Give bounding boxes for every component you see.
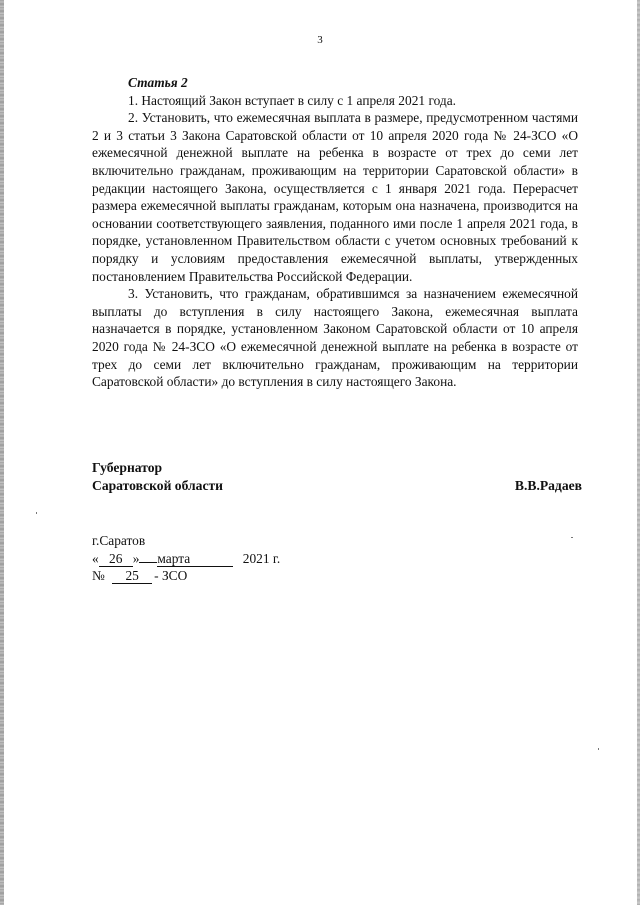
date-month: марта	[157, 552, 233, 567]
date-open-quote: «	[92, 550, 99, 566]
article-paragraph-1: 1. Настоящий Закон вступает в силу с 1 апреля 2021 года.	[128, 92, 457, 108]
signature-block	[92, 459, 582, 494]
scan-speck	[571, 537, 573, 538]
signatory-position-line2: Саратовской области	[92, 477, 224, 493]
article-body	[92, 74, 578, 391]
date-year: 2021 г.	[242, 550, 281, 566]
date-line	[92, 550, 280, 568]
signatory-position-line1: Губернатор	[92, 460, 163, 475]
page-number: 3	[317, 34, 323, 46]
article-paragraph-3: 3. Установить, что гражданам, обратившимся за назначением ежемесячной выплаты до вступления в силу настоящего Закона, ежемесячная выплата назначается в порядке, установленном Законом Саратовской области от 10 апреля 2020 года № 24-ЗСО «О ежемесячной денежной выплате на ребенка в возрасте от трех до семи лет включительно гражданам, проживающим на территории Саратовской области» до вступления в силу настоящего Закона.	[92, 286, 578, 390]
date-close-quote: »	[132, 550, 140, 566]
signature-row	[92, 477, 582, 495]
city: г.Саратов	[92, 533, 146, 548]
law-number-suffix: - ЗСО	[154, 568, 188, 584]
date-gap-underline	[139, 562, 157, 563]
signatory-name: В.В.Радаев	[514, 477, 582, 493]
article-title: Статья 2	[128, 75, 188, 90]
law-number-line	[92, 567, 280, 585]
scan-speck	[598, 748, 599, 750]
place-date-block	[92, 532, 280, 585]
scan-edge-left	[0, 0, 4, 905]
article-paragraph-2: 2. Установить, что ежемесячная выплата в размере, предусмотренном частями 2 и 3 статьи 3 Закона Саратовской области от 10 апреля 2020 года № 24-ЗСО «О ежемесячной денежной выплате на ребенка в возрасте от трех до семи лет включительно гражданам, проживающим на территории Саратовской области» в редакции настоящего Закона, осуществляется с 1 января 2021 года. Перерасчет размера ежемесячной выплаты гражданам, которым она назначена, производится на основании соответствующего заявления, поданного ими после 1 апреля 2021 года, в порядке, установленном Правительством области с учетом основных требований к порядку и условиям предоставления ежемесячной выплаты, утвержденных постановлением Правительства Российской Федерации.	[92, 110, 578, 284]
law-number-prefix: №	[92, 568, 105, 584]
scan-speck	[36, 512, 37, 514]
law-number: 25	[112, 569, 152, 584]
date-day: 26	[99, 552, 133, 567]
